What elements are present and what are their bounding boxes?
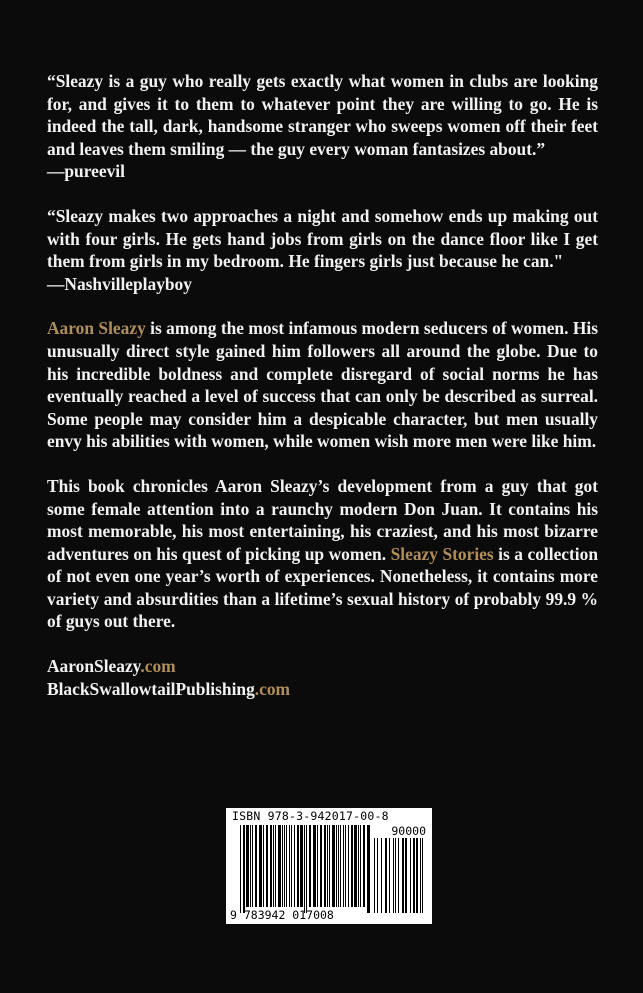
website-2-name: BlackSwallowtailPublishing bbox=[47, 678, 255, 699]
author-bio bbox=[47, 317, 598, 453]
barcode-digits: 9 783942 017008 bbox=[230, 908, 334, 922]
book-description bbox=[47, 475, 598, 633]
website-1-name: AaronSleazy bbox=[47, 656, 141, 677]
book-title: Sleazy Stories bbox=[390, 543, 494, 564]
website-2-tld: .com bbox=[254, 678, 291, 699]
price-code: 90000 bbox=[391, 824, 426, 838]
description-part-1: This book chronicles Aaron Sleazy’s development from a guy that got some female attention into a raunchy modern Don Juan. It contains his most memorable, his most entertaining, his craziest, and his most bizarre adventures on his quest of picking up women. bbox=[47, 475, 598, 564]
back-cover-text bbox=[47, 70, 598, 700]
website-link-1[interactable] bbox=[47, 655, 598, 678]
isbn-number: ISBN 978-3-942017-00-8 bbox=[232, 809, 389, 823]
description-part-2: is a collection of not even one year’s worth of experiences. Nonetheless, it contains more variety and absurdities than a lifetime’s sexual history of probably 99.9 % of guys out there. bbox=[47, 543, 599, 632]
isbn-barcode bbox=[226, 808, 432, 924]
website-1-tld: .com bbox=[140, 656, 176, 677]
author-name: Aaron Sleazy bbox=[47, 318, 146, 339]
author-bio-text: is among the most infamous modern seducers of women. His unusually direct style gained him followers all around the globe. Due to his incredible boldness and complete disregard of social norms he has eventually reached a level of success that can only be described as surreal. Some people may consider him a despicable character, but men usually envy his abilities with women, while women wish more men were like him. bbox=[47, 318, 598, 452]
quote-1-attribution: —pureevil bbox=[47, 161, 125, 182]
quote-2-attribution: —Nashvilleplayboy bbox=[47, 273, 192, 294]
website-link-2[interactable] bbox=[47, 678, 598, 701]
quote-2: “Sleazy makes two approaches a night and somehow ends up making out with four girls. He gets hand jobs from girls on the dance floor like I get them from girls in my bedroom. He fingers girls just because he can." bbox=[47, 205, 598, 272]
quote-1: “Sleazy is a guy who really gets exactly what women in clubs are looking for, and gives it to them to whatever point they are willing to go. He is indeed the tall, dark, handsome stranger who sweeps women off their feet and leaves them smiling — the guy every woman fantasizes about.” bbox=[47, 71, 598, 159]
